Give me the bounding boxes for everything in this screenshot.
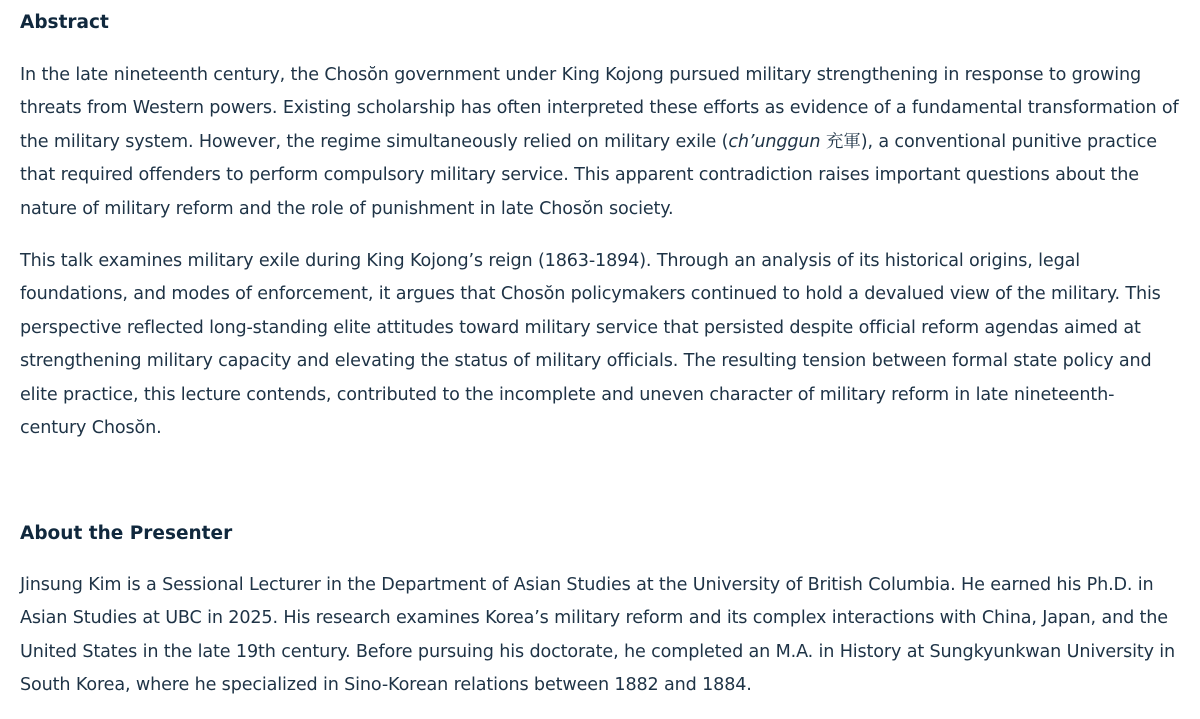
presenter-heading: About the Presenter xyxy=(20,523,233,544)
abstract-paragraph-1 xyxy=(20,59,1180,226)
abstract-p1-text-before: In the late nineteenth century, the Chosŏn government under King Kojong pursued military strengthening in response to growing threats from Western powers. Existing scholarship has often interpreted these efforts as evidence of a fundamental transformation of the military system. However, the regime simultaneously relied on military exile ( xyxy=(20,65,1179,152)
abstract-p1-text-after: 充軍), a conventional punitive practice that required offenders to perform compulsory military service. This apparent contradiction raises important questions about the nature of military reform and the role of punishment in late Chosŏn society. xyxy=(20,131,1157,219)
abstract-paragraph-2: This talk examines military exile during King Kojong’s reign (1863-1894). Through an analysis of its historical origins, legal foundations, and modes of enforcement, it argues that Chosŏn policymakers continued to hold a devalued view of the military. This perspective reflected long-standing elite attitudes toward military service that persisted despite official reform agendas aimed at strengthening military capacity and elevating the status of military officials. The resulting tension between formal state policy and elite practice, this lecture contends, contributed to the incomplete and uneven character of military reform in late nineteenth-century Chosŏn. xyxy=(20,251,1161,439)
abstract-heading: Abstract xyxy=(20,12,109,33)
abstract-p1-term: ch’unggun xyxy=(728,131,821,152)
presenter-bio: Jinsung Kim is a Sessional Lecturer in the Department of Asian Studies at the University of British Columbia. He earned his Ph.D. in Asian Studies at UBC in 2025. His research examines Korea’s military reform and its complex interactions with China, Japan, and the United States in the late 19th century. Before pursuing his doctorate, he completed an M.A. in History at Sungkyunkwan University in South Korea, where he specialized in Sino-Korean relations between 1882 and 1884. xyxy=(20,575,1176,696)
